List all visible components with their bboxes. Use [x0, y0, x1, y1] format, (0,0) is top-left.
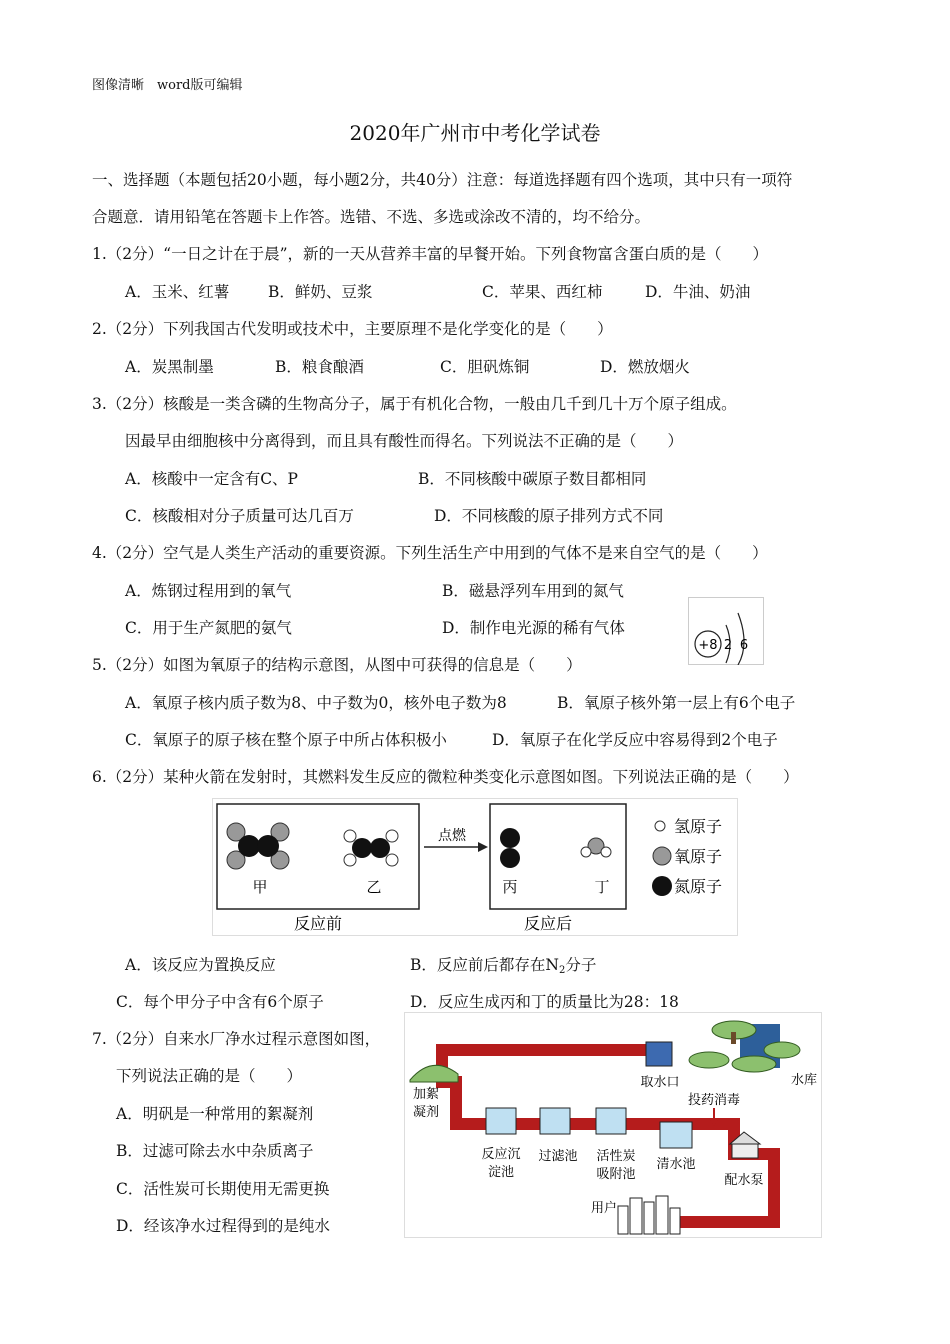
q7-option-c: C．活性炭可长期使用无需更换 — [116, 1180, 330, 1198]
label-pump: 配水泵 — [724, 1173, 764, 1188]
q4-option-d: D．制作电光源的稀有气体 — [442, 619, 625, 637]
q5-option-c: C．氧原子的原子核在整个原子中所占体积极小 — [125, 731, 447, 749]
label-carbon1: 活性炭 — [596, 1149, 636, 1164]
legend-nitrogen-icon — [652, 876, 672, 896]
q3-stem-line1: 3.（2分）核酸是一类含磷的生物高分子，属于有机化合物，一般由几千到几十万个原子组成。 — [92, 395, 737, 413]
label-filter: 过滤池 — [538, 1149, 578, 1164]
q3-option-c: C．核酸相对分子质量可达几百万 — [125, 507, 354, 525]
q6-option-b — [410, 953, 596, 976]
legend-oxygen: 氧原子 — [674, 847, 723, 866]
shell2-electrons: 6 — [739, 638, 749, 653]
legend-hydrogen-icon — [655, 821, 665, 831]
q3-option-a: A．核酸中一定含有C、P — [125, 470, 298, 488]
q7-option-a: A．明矾是一种常用的絮凝剂 — [116, 1105, 314, 1123]
q6-option-d: D．反应生成丙和丁的质量比为28：18 — [410, 993, 679, 1011]
q2-option-a: A．炭黑制墨 — [125, 358, 214, 376]
section-intro-line2: 合题意．请用铅笔在答题卡上作答。选错、不选、多选或涂改不清的，均不给分。 — [92, 208, 651, 226]
water-treatment-diagram — [404, 1012, 822, 1238]
q4-option-c: C．用于生产氮肥的氨气 — [125, 619, 292, 637]
q2-option-b: B．粮食酿酒 — [275, 358, 364, 376]
label-coag1: 加絮 — [412, 1087, 440, 1102]
q3-stem-line2: 因最早由细胞核中分离得到，而且具有酸性而得名。下列说法不正确的是（ ） — [125, 432, 684, 450]
q1-option-d: D．牛油、奶油 — [645, 283, 751, 301]
q6-option-b-text: B．反应前后都存在N — [410, 956, 559, 974]
arrow-label: 点燃 — [438, 828, 466, 844]
oxygen-atom-diagram — [688, 597, 764, 665]
legend-nitrogen: 氮原子 — [674, 877, 723, 896]
q3-option-d: D．不同核酸的原子排列方式不同 — [434, 507, 664, 525]
label-sed1: 反应沉 — [481, 1147, 521, 1162]
q1-option-a: A．玉米、红薯 — [125, 283, 230, 301]
label-intake: 取水口 — [640, 1075, 680, 1090]
q4-stem: 4.（2分）空气是人类生产活动的重要资源。下列生活生产中用到的气体不是来自空气的是（ ） — [92, 544, 768, 562]
q7-option-b: B．过滤可除去水中杂质离子 — [116, 1142, 314, 1160]
label-sed2: 淀池 — [487, 1165, 515, 1180]
q7-stem-line2: 下列说法正确的是（ ） — [116, 1067, 303, 1085]
label-coag2: 凝剂 — [412, 1105, 440, 1120]
q5-option-a: A．氧原子核内质子数为8、中子数为0，核外电子数为8 — [125, 694, 507, 712]
q6-option-c: C．每个甲分子中含有6个原子 — [116, 993, 324, 1011]
q5-option-b: B．氧原子核外第一层上有6个电子 — [557, 694, 796, 712]
label-clear: 清水池 — [656, 1157, 696, 1172]
q6-option-b-tail: 分子 — [565, 956, 597, 974]
label-after: 反应后 — [523, 914, 573, 933]
q7-option-d: D．经该净水过程得到的是纯水 — [116, 1217, 330, 1235]
label-reservoir: 水库 — [790, 1073, 818, 1088]
label-carbon2: 吸附池 — [596, 1167, 636, 1182]
section-intro-line1: 一、选择题（本题包括20小题，每小题2分，共40分）注意：每道选择题有四个选项，其中只有一项符 — [92, 171, 793, 189]
q2-stem: 2.（2分）下列我国古代发明或技术中，主要原理不是化学变化的是（ ） — [92, 320, 613, 338]
label-bing: 丙 — [502, 878, 518, 896]
q6-option-b-subscript: 2 — [558, 965, 566, 976]
hill-icon — [410, 1065, 458, 1082]
q7-stem-line1: 7.（2分）自来水厂净水过程示意图如图， — [92, 1030, 381, 1048]
pump-house — [732, 1144, 758, 1158]
legend-oxygen-icon — [653, 847, 671, 865]
label-yi: 乙 — [366, 878, 382, 896]
reservoir-scene — [689, 1021, 800, 1072]
intake-box — [646, 1042, 672, 1066]
q4-option-b: B．磁悬浮列车用到的氮气 — [442, 582, 624, 600]
label-jia: 甲 — [252, 878, 268, 896]
q2-option-c: C．胆矾炼铜 — [440, 358, 530, 376]
legend-hydrogen: 氢原子 — [674, 817, 723, 836]
label-ding: 丁 — [594, 878, 610, 896]
label-disinfect: 投药消毒 — [687, 1093, 741, 1108]
reaction-diagram — [212, 798, 738, 936]
q3-option-b: B．不同核酸中碳原子数目都相同 — [418, 470, 647, 488]
q1-option-b: B．鲜奶、豆浆 — [268, 283, 373, 301]
user-buildings — [618, 1196, 680, 1234]
q4-option-a: A．炼钢过程用到的氧气 — [125, 582, 292, 600]
page-header: 图像清晰 word版可编辑 — [92, 78, 243, 93]
arrow-head-icon — [478, 842, 488, 852]
exam-title: 2020年广州市中考化学试卷 — [349, 121, 601, 145]
q1-stem: 1.（2分）“一日之计在于晨”，新的一天从营养丰富的早餐开始。下列食物富含蛋白质的是（ ） — [92, 245, 769, 263]
pipe-path — [442, 1050, 774, 1222]
label-user: 用户 — [590, 1201, 618, 1216]
shell1-electrons: 2 — [723, 638, 733, 653]
q1-option-c: C．苹果、西红柿 — [482, 283, 603, 301]
q5-stem: 5.（2分）如图为氧原子的结构示意图，从图中可获得的信息是（ ） — [92, 656, 582, 674]
q6-option-a: A．该反应为置换反应 — [125, 956, 276, 974]
q2-option-d: D．燃放烟火 — [600, 358, 690, 376]
q5-option-d: D．氧原子在化学反应中容易得到2个电子 — [492, 731, 778, 749]
nucleus-charge: +8 — [698, 638, 718, 653]
q6-stem: 6.（2分）某种火箭在发射时，其燃料发生反应的微粒种类变化示意图如图。下列说法正确的是（ ） — [92, 768, 799, 786]
label-before: 反应前 — [293, 914, 343, 933]
